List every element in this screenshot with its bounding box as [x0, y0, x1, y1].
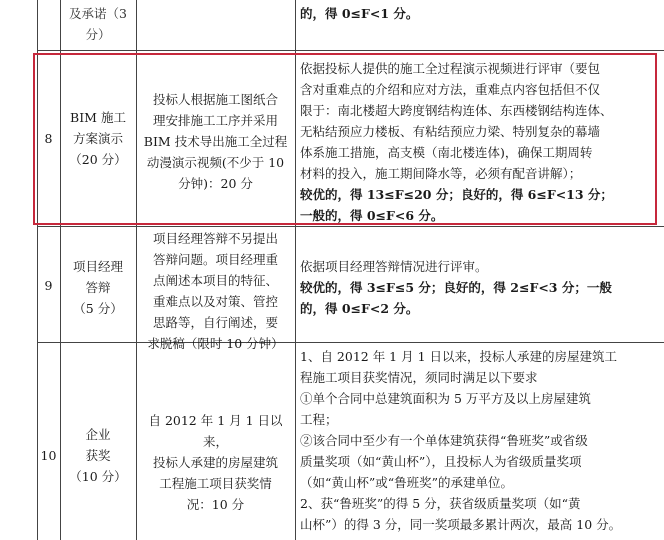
row-divider [37, 226, 664, 227]
table-row-0-item: 及承诺（3 分） [69, 6, 127, 42]
table-row-8-scoring: 依据投标人提供的施工全过程演示视频进行评审（要包 含对重难点的介绍和应对方法，重难点内容包括但不仅 限于：南北楼超大跨度钢结构连体、东西楼钢结构连体、 无粘结预应力楼板、有粘结预应力梁、特别复杂的幕墙 体系施工措施，高支模（南北楼连体)，确保工期周转 材料的投入，施工期间降水等，必须有配音讲解）； 较优的，得 13≤F≤20 分；良好的，得 6≤F<13 分； 一般的，得 0≤F<6 分。 [300, 61, 613, 223]
table-row-9-item: 项目经理 答辩 （5 分） [72, 259, 123, 316]
table-row-8-criteria: 投标人根据施工图纸合 理安排施工工序并采用 BIM 技术导出施工全过程 动漫演示视频(不少于 10 分钟)：20 分 [143, 92, 288, 191]
row-divider [37, 50, 664, 51]
table-row-10-scoring: 1、自 2012 年 1 月 1 日以来，投标人承建的房屋建筑工 程施工项目获奖情况，须同时满足以下要求 ①单个合同中总建筑面积为 5 万平方及以上房屋建筑 工程； ②该合同中至少有一个单体建筑获得“鲁班奖”或省级 质量奖项（如“黄山杯”），且投标人为省级质量奖项 （如“黄山杯”或“鲁班奖”的承建单位。 2、获“鲁班奖”的得 5 分，获省级质量奖项（如“黄 山杯”）的得 3 分，同一奖项最多累计两次，最高 10 分。 [300, 349, 622, 532]
table-row-9-criteria: 项目经理答辩不另提出 答辩问题。项目经理重 点阐述本项目的特征、 重难点以及对策、管控 思路等，自行阐述，要 求脱稿（限时 10 分钟） [147, 231, 284, 351]
table-row-8-number: 8 [44, 131, 53, 146]
table-row-8-item: BIM 施工 方案演示 （20 分） [69, 110, 127, 167]
table-row-10-criteria: 自 2012 年 1 月 1 日以来， 投标人承建的房屋建筑 工程施工项目获奖情 况：10 分 [148, 413, 283, 512]
table-row-0-scoring: 的，得 0≤F<1 分。 [300, 6, 419, 21]
row-divider [37, 342, 664, 343]
table-row-9-scoring: 依据项目经理答辩情况进行评审。 较优的，得 3≤F≤5 分；良好的，得 2≤F<3 分；一般 的，得 0≤F<2 分。 [300, 259, 612, 316]
table-row-10-number: 10 [40, 448, 57, 463]
table-row-9-number: 9 [44, 278, 53, 293]
table-row-10-item: 企业 获奖 （10 分） [69, 427, 127, 484]
highlight-box [33, 53, 657, 225]
